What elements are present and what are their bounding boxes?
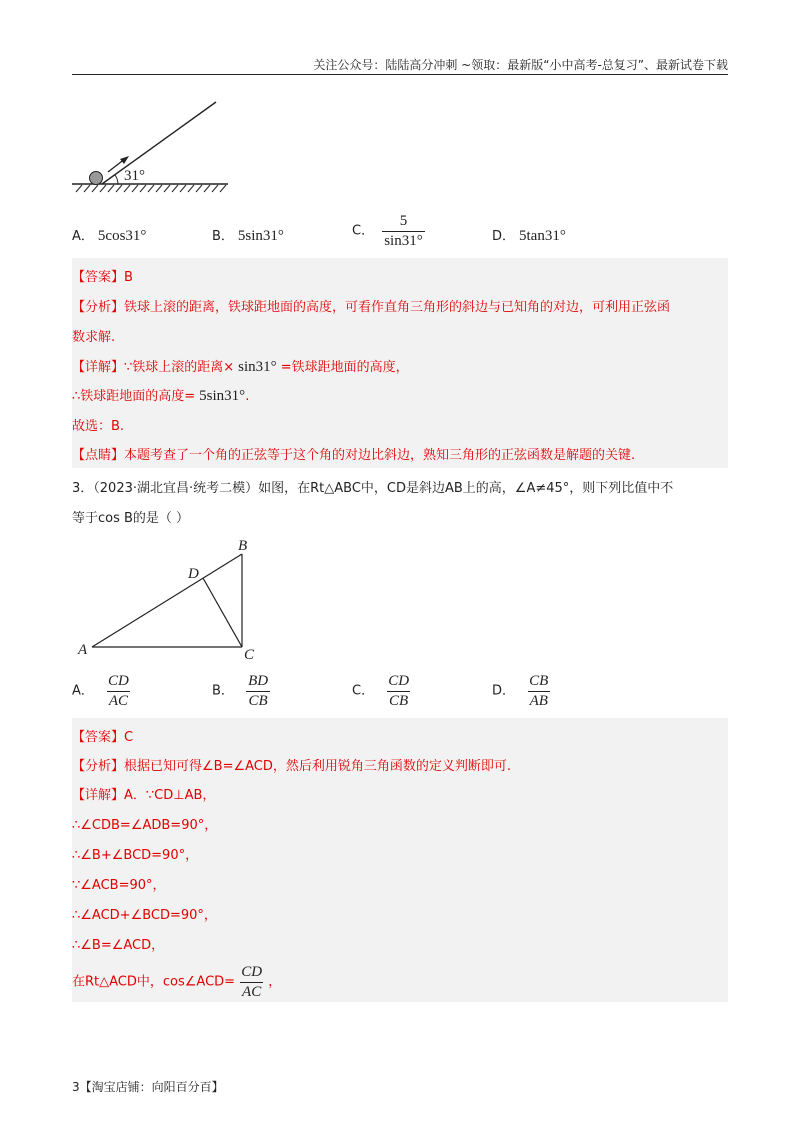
q3-detail-line-6: ∴∠B=∠ACD， [72,938,165,953]
q2-answer: 【答案】B [72,270,133,285]
q3-option-a: A． $\frac{CD}{AC}$ [72,673,129,709]
side-ab [92,554,242,647]
q3-detail-line-5: ∴∠ACD+∠BCD=90°， [72,908,217,923]
q3-answer: 【答案】C [72,730,134,745]
ground-hatch [76,185,226,192]
q2-option-b: B． 5sin31° [212,228,284,244]
q3-detail-line-2: ∴∠CDB=∠ADB=90°， [72,818,218,833]
ball-icon [90,172,103,185]
q3-option-d: D． $\frac{CB}{AB}$ [492,673,549,709]
angle-arc [115,175,118,184]
q2-analysis-line-1: 【分析】铁球上滚的距离，铁球距地面的高度，可看作直角三角形的斜边与已知角的对边，可利用正弦函 [72,300,671,315]
q2-choice: 故选：B. [72,419,125,434]
page-header: 关注公众号：陆陆高分冲刺 ~领取：最新版“小中高考-总复习”、最新试卷下载 [313,58,728,72]
q3-option-b: B． $\frac{BD}{CB}$ [212,673,269,709]
label-b: B [238,538,248,554]
q3-option-c: C． $\frac{CD}{CB}$ [352,673,410,709]
q3-detail-line-4: ∵∠ACB=90°， [72,878,166,893]
q2-comment: 【点睛】本题考查了一个角的正弦等于这个角的对边比斜边，熟知三角形的正弦函数是解题的关键. [72,448,636,463]
slope-line [102,102,216,184]
q2-detail-line-2: ∴铁球距地面的高度= 5sin31°. [72,388,250,404]
q3-analysis: 【分析】根据已知可得∠B=∠ACD，然后利用锐角三角函数的定义判断即可. [72,759,512,774]
q3-detail-line-7: 在Rt△ACD中，cos∠ACD= $\frac{CD}{AC}$ ， [72,964,282,1000]
label-a: A [78,642,88,658]
arrow-head-icon [120,156,129,164]
q2-option-d: D． 5tan31° [492,228,566,244]
altitude-cd [203,578,242,647]
triangle-figure [72,534,272,664]
label-d: D [188,566,199,582]
q3-detail-line-3: ∴∠B+∠BCD=90°， [72,848,199,863]
incline-figure [72,96,242,196]
q3-detail-line-1: 【详解】A．∵CD⊥AB， [72,788,216,803]
q3-stem-line-2: 等于cos B的是（ ） [72,511,190,526]
q2-detail-line-1: 【详解】∵铁球上滚的距离× sin31° =铁球距地面的高度， [72,359,409,375]
q2-option-c: C． $\frac{5}{\sin 31^\circ}$ [352,213,423,249]
page-footer: 3【淘宝店铺：向阳百分百】 [72,1080,224,1094]
label-c: C [244,647,255,663]
angle-label: 31° [124,168,145,184]
q2-analysis-line-2: 数求解. [72,330,116,345]
q3-stem-line-1: 3．（2023·湖北宜昌·统考二模）如图，在Rt△ABC中，CD是斜边AB上的高，∠A≠45°，则下列比值中不 [72,481,674,496]
header-divider [72,74,728,75]
q2-option-a: A． 5cos31° [72,228,147,244]
